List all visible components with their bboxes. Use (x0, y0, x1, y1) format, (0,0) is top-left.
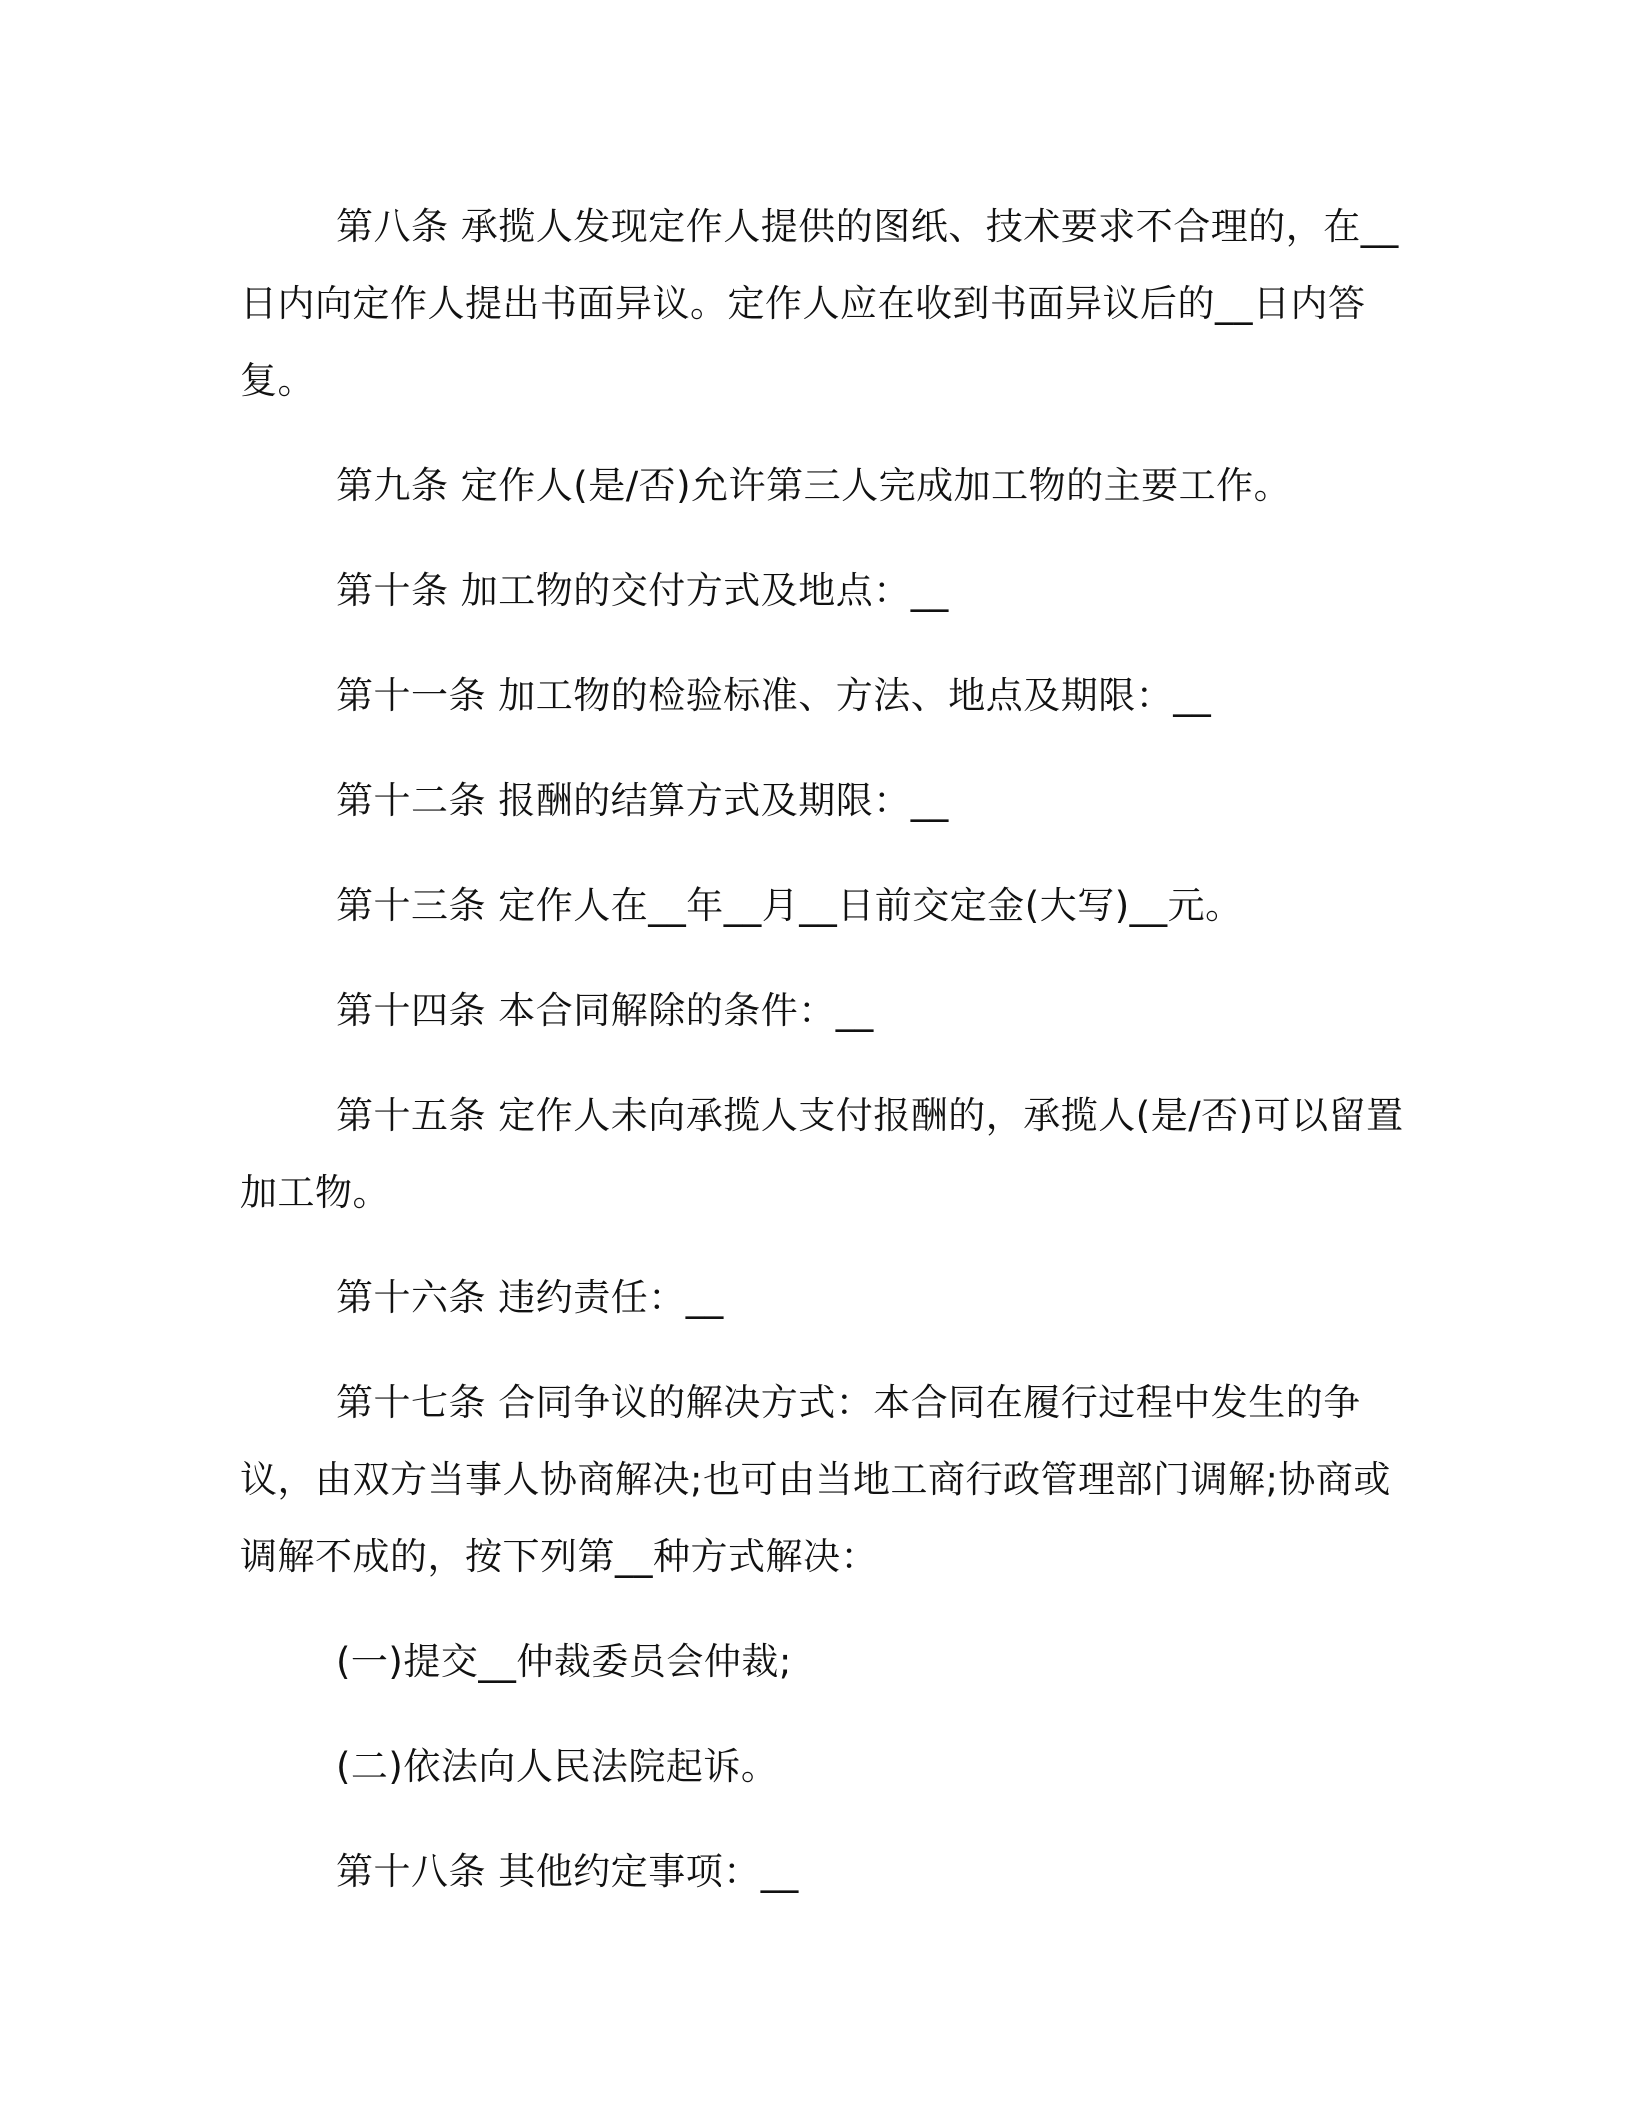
article-13: 第十三条 定作人在__年__月__日前交定金(大写)__元。 (336, 884, 1243, 927)
article-16: 第十六条 违约责任：__ (336, 1276, 724, 1319)
article-15: 第十五条 定作人未向承揽人支付报酬的，承揽人(是/否)可以留置加工物。 (240, 1094, 1404, 1214)
article-17-option-1: (一)提交__仲裁委员会仲裁; (336, 1640, 792, 1683)
article-9: 第九条 定作人(是/否)允许第三人完成加工物的主要工作。 (336, 464, 1292, 507)
document-body (240, 188, 1415, 1938)
article-17-option-2: (二)依法向人民法院起诉。 (336, 1745, 779, 1788)
article-8: 第八条 承揽人发现定作人提供的图纸、技术要求不合理的，在__日内向定作人提出书面异议。定作人应在收到书面异议后的__日内答复。 (240, 205, 1399, 402)
article-17: 第十七条 合同争议的解决方式：本合同在履行过程中发生的争议，由双方当事人协商解决;也可由当地工商行政管理部门调解;协商或调解不成的，按下列第__种方式解决： (240, 1381, 1391, 1578)
article-11: 第十一条 加工物的检验标准、方法、地点及期限：__ (336, 674, 1212, 717)
article-14: 第十四条 本合同解除的条件：__ (336, 989, 874, 1032)
article-12: 第十二条 报酬的结算方式及期限：__ (336, 779, 949, 822)
article-10: 第十条 加工物的交付方式及地点：__ (336, 569, 949, 612)
article-18: 第十八条 其他约定事项：__ (336, 1850, 799, 1893)
